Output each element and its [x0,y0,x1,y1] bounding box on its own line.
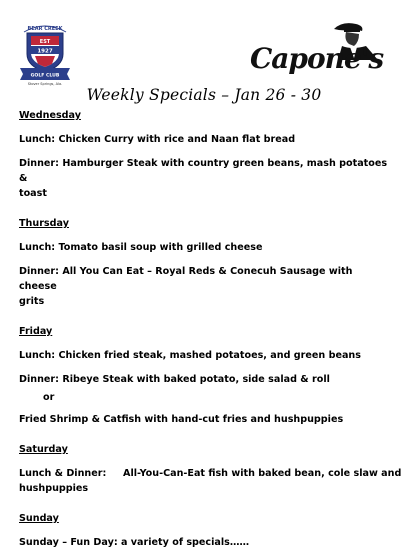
thursday-lunch: Lunch: Tomato basil soup with grilled cheese [19,242,263,253]
svg-text:EST: EST [39,39,51,45]
club-crest-icon [14,18,76,82]
capones-logo-icon [246,20,396,82]
thursday-dinner-line2: grits [19,296,45,307]
saturday-line1: Lunch & Dinner: All-You-Can-Eat fish with baked bean, cole slaw and [19,468,402,479]
specials-list [19,108,402,550]
svg-text:GOLF CLUB: GOLF CLUB [30,73,60,79]
club-caption: Stover Springs, Ala. [27,82,63,86]
svg-text:1927: 1927 [37,48,53,55]
day-heading-sunday: Sunday [19,513,59,524]
saturday-line2: hushpuppies [19,483,89,494]
wednesday-lunch: Lunch: Chicken Curry with rice and Naan flat bread [19,134,296,145]
capones-logo [246,20,396,82]
wednesday-dinner-line2: toast [19,188,47,199]
thursday-dinner-line1: Dinner: All You Can Eat – Royal Reds & Conecuh Sausage with cheese [19,266,353,292]
friday-lunch: Lunch: Chicken fried steak, mashed potatoes, and green beans [19,350,361,361]
page-title: Weekly Specials – Jan 26 - 30 [86,86,322,104]
svg-text:BEAR CREEK: BEAR CREEK [27,26,63,32]
club-crest-logo [14,18,76,86]
sunday-line1: Sunday – Fun Day: a variety of specials…… [19,537,250,548]
friday-or: or [43,392,55,403]
day-heading-friday: Friday [19,326,53,337]
friday-alt: Fried Shrimp & Catfish with hand-cut fries and hushpuppies [19,414,344,425]
friday-dinner: Dinner: Ribeye Steak with baked potato, side salad & roll [19,374,330,385]
svg-text:Capone's: Capone's [250,42,384,75]
day-heading-thursday: Thursday [19,218,69,229]
day-heading-saturday: Saturday [19,444,68,455]
day-heading-wednesday: Wednesday [19,110,81,121]
wednesday-dinner-line1: Dinner: Hamburger Steak with country green beans, mash potatoes & [19,158,388,184]
